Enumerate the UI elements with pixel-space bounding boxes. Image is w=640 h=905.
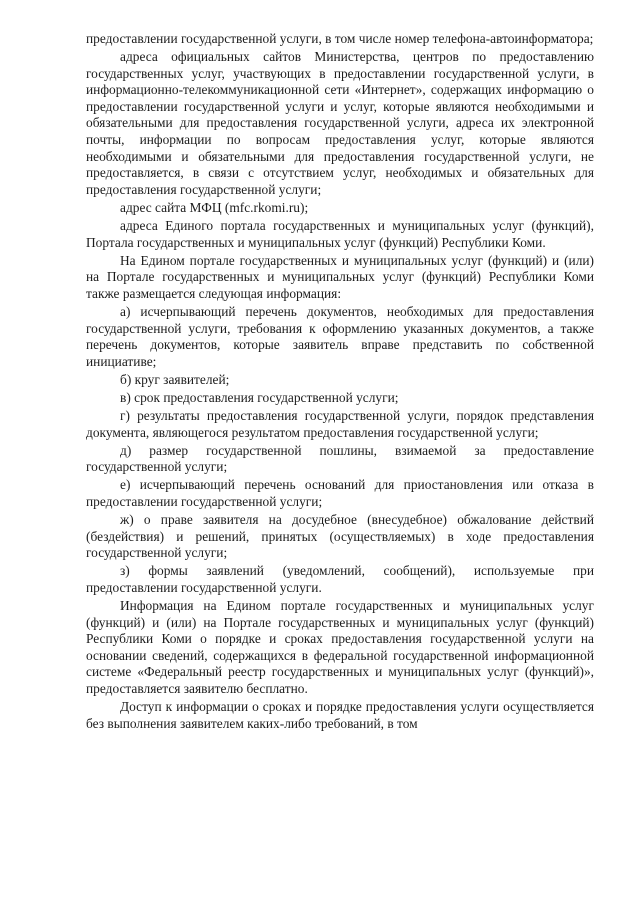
paragraph-portal-addresses: адреса Единого портала государственных и муниципальных услуг (функций), Портала государственных и муниципальных услуг (функций) Республики Коми. [86, 218, 594, 250]
list-item-g: г) результаты предоставления государственной услуги, порядок представления документа, являющегося результатом предоставления государственной услуги; [86, 408, 594, 440]
list-item-e: е) исчерпывающий перечень оснований для приостановления или отказа в предоставлении государственной услуги; [86, 477, 594, 510]
paragraph-mfc-site: адрес сайта МФЦ (mfc.rkomi.ru); [120, 199, 309, 215]
list-item-v: в) срок предоставления государственной услуги; [120, 389, 399, 405]
paragraph-official-sites: адреса официальных сайтов Министерства, центров по предоставлению государственных услуг, участвующих в предоставлении государственной услуги, в информационно-телекоммуникационной сети «Интернет», содержащих информацию о предоставлении государственной услуги и услуг, которые являются необходимыми и обязательными для предоставления государственной услуги, адреса их электронной почты, информации по вопросам предоставления услуг, которые являются необходимыми и обязательными для предоставления государственной услуги, не предоставляется, в связи с отсутствием услуг, необходимых и обязательных для предоставления государственной услуги; [86, 49, 594, 197]
paragraph-continuation: предоставлении государственной услуги, в том числе номер телефона-автоинформатора; [86, 31, 594, 46]
list-item-zh: ж) о праве заявителя на досудебное (внесудебное) обжалование действий (бездействия) и решений, принятых (осуществляемых) в ходе предоставления государственной услуги; [86, 512, 594, 561]
document-page [86, 31, 594, 734]
list-item-z: з) формы заявлений (уведомлений, сообщений), используемые при предоставлении государственной услуги. [86, 563, 594, 595]
paragraph-portal-info-intro: На Едином портале государственных и муниципальных услуг (функций) и (или) на Портале государственных и муниципальных услуг (функций) Республики Коми также размещается следующая информация: [86, 252, 594, 301]
list-item-b: б) круг заявителей; [120, 371, 230, 387]
list-item-d: д) размер государственной пошлины, взимаемой за предоставление государственной услуги; [86, 442, 594, 475]
paragraph-access-info: Доступ к информации о сроках и порядке предоставления услуги осуществляется без выполнения заявителем каких-либо требований, в том [86, 699, 594, 731]
paragraph-free-information: Информация на Едином портале государственных и муниципальных услуг (функций) и (или) на Портале государственных и муниципальных услуг (функций) Республики Коми о порядке и сроках предоставления государственной услуги на основании сведений, содержащихся в федеральной государственной информационной системе «Федеральный реестр государственных и муниципальных услуг (функций)», предоставляется заявителю бесплатно. [86, 598, 594, 697]
list-item-a: а) исчерпывающий перечень документов, необходимых для предоставления государственной услуги, требования к оформлению указанных документов, а также перечень документов, которые заявитель вправе представить по собственной инициативе; [86, 304, 594, 369]
